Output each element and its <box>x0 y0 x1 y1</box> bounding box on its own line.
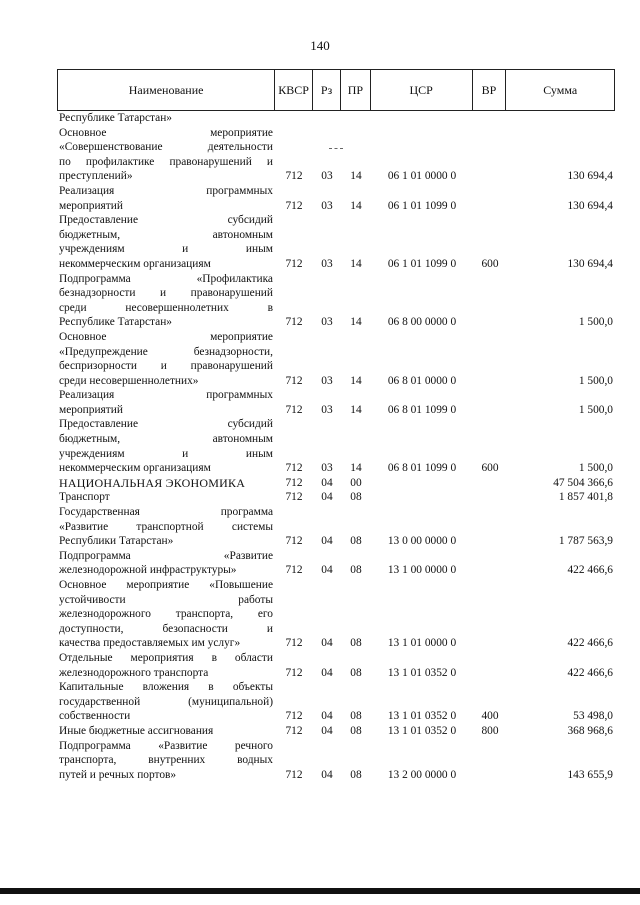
row-name-line: Предоставление субсидий <box>59 418 273 431</box>
row-csr: 06 8 00 0000 0 <box>387 316 457 329</box>
row-name-line: беспризорности и правонарушений <box>59 360 273 373</box>
page-number: 140 <box>310 38 330 53</box>
row-name-line: бюджетным, автономным <box>59 228 273 241</box>
row-name-line: Основное мероприятие <box>59 330 273 343</box>
row-kvsr: 712 <box>285 374 303 387</box>
row-name <box>57 549 275 578</box>
row-name <box>57 476 275 491</box>
row-name-line: «Развитие транспортной системы <box>59 520 273 533</box>
row-pr: 14 <box>350 462 362 475</box>
row-sum: 1 500,0 <box>578 403 613 416</box>
row-pr: 08 <box>350 637 362 650</box>
row-pr: 08 <box>350 491 362 504</box>
row-csr: 13 0 00 0000 0 <box>387 535 457 548</box>
row-kvsr: 712 <box>285 724 303 737</box>
row-name <box>57 111 275 126</box>
row-pr: 14 <box>350 374 362 387</box>
header-pr: ПР <box>341 70 371 110</box>
row-rz: 04 <box>321 476 333 489</box>
row-kvsr: 712 <box>285 710 303 723</box>
row-rz: 04 <box>321 768 333 781</box>
table-row <box>57 651 615 680</box>
row-kvsr: 712 <box>285 462 303 475</box>
row-pr: 08 <box>350 724 362 737</box>
row-sum: 1 500,0 <box>578 462 613 475</box>
row-rz: 03 <box>321 170 333 183</box>
table-row <box>57 476 615 491</box>
row-name-line: безнадзорности и правонарушений <box>59 287 273 300</box>
row-pr: 08 <box>350 535 362 548</box>
row-pr: 08 <box>350 666 362 679</box>
row-name-line: Подпрограмма «Развитие речного <box>59 739 273 752</box>
row-name <box>57 505 275 549</box>
row-kvsr: 712 <box>285 666 303 679</box>
table-row <box>57 505 615 549</box>
row-name-line: собственности <box>59 710 131 723</box>
row-vr: 600 <box>481 462 499 475</box>
table-row <box>57 549 615 578</box>
row-kvsr: 712 <box>285 257 303 270</box>
row-kvsr: 712 <box>285 637 303 650</box>
table-row <box>57 680 615 724</box>
row-name-line: Основное мероприятие «Повышение <box>59 579 273 591</box>
header-rz: Рз <box>313 70 341 110</box>
row-sum: 422 466,6 <box>567 564 613 577</box>
table-row <box>57 739 615 783</box>
row-name <box>57 126 275 184</box>
row-name <box>57 272 275 330</box>
row-name-line: Подпрограмма «Развитие <box>59 549 273 562</box>
table-body <box>57 111 615 782</box>
row-csr: 13 1 01 0352 0 <box>387 710 457 723</box>
row-name-line: мероприятий <box>59 199 123 212</box>
row-rz: 03 <box>321 403 333 416</box>
row-vr: 800 <box>481 724 499 737</box>
row-kvsr: 712 <box>285 170 303 183</box>
row-name <box>57 213 275 271</box>
row-csr: 13 1 01 0352 0 <box>387 724 457 737</box>
row-rz: 04 <box>321 637 333 650</box>
row-pr: 08 <box>350 768 362 781</box>
row-kvsr: 712 <box>285 476 303 489</box>
row-name-line: железнодорожной инфраструктуры» <box>59 564 237 577</box>
row-name <box>57 680 275 724</box>
table-row <box>57 111 615 126</box>
row-name-line: мероприятий <box>59 403 123 416</box>
row-name-line: Республике Татарстан» <box>59 316 172 329</box>
row-sum: 422 466,6 <box>567 666 613 679</box>
row-sum: 1 787 563,9 <box>558 535 613 548</box>
row-csr: 13 1 01 0000 0 <box>387 637 457 650</box>
row-name-line: доступности, безопасности и <box>59 622 273 635</box>
row-sum: 368 968,6 <box>567 724 613 737</box>
header-kvsr: КВСР <box>275 70 313 110</box>
row-name-line: устойчивости работы <box>59 593 273 606</box>
row-pr: 14 <box>350 403 362 416</box>
row-rz: 04 <box>321 535 333 548</box>
row-kvsr: 712 <box>285 316 303 329</box>
row-csr: 13 2 00 0000 0 <box>387 768 457 781</box>
table-row <box>57 417 615 475</box>
row-name-line: железнодорожного транспорта <box>59 666 209 679</box>
row-name-line: преступлений» <box>59 170 133 183</box>
row-name-line: Реализация программных <box>59 184 273 197</box>
page-bottom-border <box>0 888 640 894</box>
row-sum: 1 500,0 <box>578 316 613 329</box>
row-sum: 47 504 366,6 <box>553 476 613 489</box>
table-row <box>57 490 615 505</box>
row-name <box>57 388 275 417</box>
header-name: Наименование <box>58 70 275 110</box>
row-rz: 03 <box>321 257 333 270</box>
row-kvsr: 712 <box>285 768 303 781</box>
row-sum: 53 498,0 <box>573 710 613 723</box>
row-rz: 03 <box>321 199 333 212</box>
row-name-line: железнодорожного транспорта, его <box>59 608 273 621</box>
table-row <box>57 578 615 651</box>
row-csr: 06 1 01 1099 0 <box>387 199 457 212</box>
row-rz: 04 <box>321 710 333 723</box>
row-name-line: учреждениям и иным <box>59 243 273 256</box>
table-row <box>57 388 615 417</box>
row-name-line: качества предоставляемых им услуг» <box>59 637 241 650</box>
table-row <box>57 126 615 184</box>
row-rz: 03 <box>321 374 333 387</box>
row-name-line: Республике Татарстан» <box>59 112 172 124</box>
row-name <box>57 739 275 783</box>
row-csr: 06 8 01 1099 0 <box>387 462 457 475</box>
row-rz: 03 <box>321 462 333 475</box>
row-csr: 06 1 01 1099 0 <box>387 257 457 270</box>
row-sum: 130 694,4 <box>567 199 613 212</box>
row-name <box>57 330 275 388</box>
row-vr: 400 <box>481 710 499 723</box>
row-name-line: учреждениям и иным <box>59 447 273 460</box>
table-row <box>57 184 615 213</box>
row-pr: 00 <box>350 476 362 489</box>
row-name <box>57 651 275 680</box>
row-name-line: НАЦИОНАЛЬНАЯ ЭКОНОМИКА <box>59 475 246 490</box>
row-name-line: Реализация программных <box>59 389 273 402</box>
row-kvsr: 712 <box>285 199 303 212</box>
row-name-line: Иные бюджетные ассигнования <box>59 724 214 737</box>
row-name <box>57 184 275 213</box>
row-name-line: путей и речных портов» <box>59 768 177 781</box>
row-name-line: Основное мероприятие <box>59 126 273 139</box>
row-vr: 600 <box>481 257 499 270</box>
row-name-line: бюджетным, автономным <box>59 433 273 446</box>
row-name <box>57 724 275 739</box>
row-sum: 1 857 401,8 <box>558 491 613 504</box>
header-sum: Сумма <box>543 82 578 97</box>
row-csr: 06 8 01 1099 0 <box>387 403 457 416</box>
row-pr: 08 <box>350 710 362 723</box>
row-name-line: транспорта, внутренних водных <box>59 754 273 767</box>
table-row <box>57 330 615 388</box>
row-rz: 04 <box>321 564 333 577</box>
row-rz: 04 <box>321 491 333 504</box>
row-pr: 14 <box>350 316 362 329</box>
row-rz: 04 <box>321 666 333 679</box>
row-name-line: некоммерческим организациям <box>59 462 211 475</box>
row-kvsr: 712 <box>285 491 303 504</box>
row-name-line: Подпрограмма «Профилактика <box>59 272 273 285</box>
row-pr: 14 <box>350 170 362 183</box>
table-row <box>57 213 615 271</box>
row-name-line: «Совершенствование деятельности <box>59 141 273 154</box>
row-csr: 06 8 01 0000 0 <box>387 374 457 387</box>
row-name <box>57 578 275 651</box>
row-sum: 422 466,6 <box>567 637 613 650</box>
row-name-line: Отдельные мероприятия в области <box>59 651 273 664</box>
row-sum: 130 694,4 <box>567 170 613 183</box>
row-sum: 1 500,0 <box>578 374 613 387</box>
row-kvsr: 712 <box>285 535 303 548</box>
row-rz: 04 <box>321 724 333 737</box>
row-csr: 13 1 01 0352 0 <box>387 666 457 679</box>
row-name-line: «Предупреждение безнадзорности, <box>59 345 273 358</box>
row-pr: 14 <box>350 199 362 212</box>
header-csr: ЦСР <box>371 70 473 110</box>
row-sum: 143 655,9 <box>567 768 613 781</box>
row-name-line: Транспорт <box>59 491 110 504</box>
row-name-line: по профилактике правонарушений и <box>59 155 273 168</box>
row-name-line: Предоставление субсидий <box>59 214 273 227</box>
row-csr: 13 1 00 0000 0 <box>387 564 457 577</box>
table-row <box>57 272 615 330</box>
row-name-line: Капитальные вложения в объекты <box>59 681 273 694</box>
table-row <box>57 724 615 739</box>
row-name-line: государственной (муниципальной) <box>59 695 273 708</box>
row-name-line: некоммерческим организациям <box>59 257 211 270</box>
row-name <box>57 490 275 505</box>
row-csr: 06 1 01 0000 0 <box>387 170 457 183</box>
row-pr: 08 <box>350 564 362 577</box>
row-rz: 03 <box>321 316 333 329</box>
row-name-line: среди несовершеннолетних» <box>59 374 199 387</box>
row-name-line: среди несовершеннолетних в <box>59 301 273 314</box>
row-sum: 130 694,4 <box>567 257 613 270</box>
row-pr: 14 <box>350 257 362 270</box>
row-kvsr: 712 <box>285 564 303 577</box>
header-vr: ВР <box>473 70 507 110</box>
row-kvsr: 712 <box>285 403 303 416</box>
row-name <box>57 417 275 475</box>
table-header <box>57 69 615 111</box>
row-name-line: Республики Татарстан» <box>59 535 174 548</box>
row-name-line: Государственная программа <box>59 506 273 519</box>
